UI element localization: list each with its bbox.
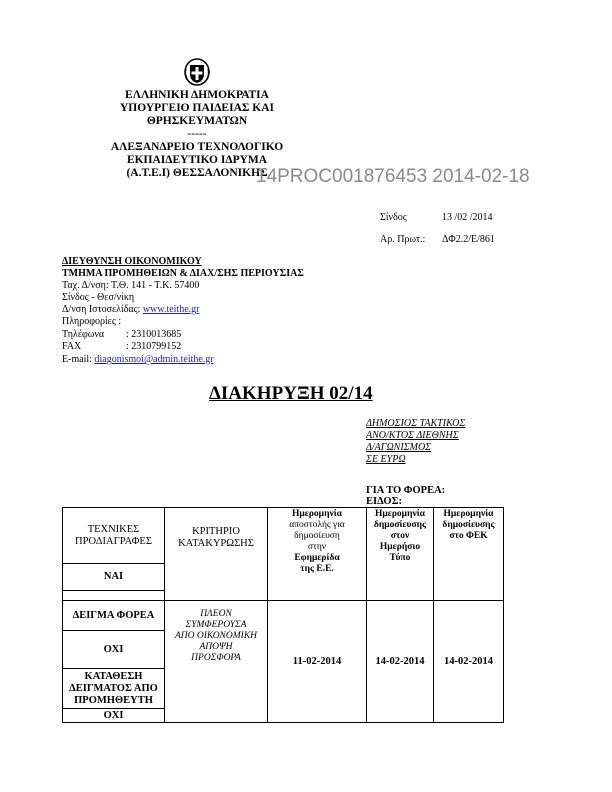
for-entity-line: ΕΙΔΟΣ: [366,496,402,507]
place-label: Σίνδος [380,212,407,223]
header-line: ΕΚΠΑΙΔΕΥΤΙΚΟ ΙΔΡΥΜΑ [126,154,268,166]
protocol-label: Αρ. Πρωτ.: [380,234,426,245]
header-ee-line: στην [307,542,327,552]
fax-value: : 2310799152 [126,341,182,352]
header-fek-line: στο ΦΕΚ [449,531,488,541]
sender-city: Σίνδος - Θεσ/νίκη [62,292,135,303]
criterion-value [165,601,268,723]
protocol-value: ΔΦ2.2/Ε/861 [442,234,495,245]
header-ee-line: Ημερομηνία [292,509,342,519]
info-label: Πληροφορίες : [62,316,122,327]
greek-coat-of-arms-icon [183,57,211,87]
header-ee-line: της Ε.Ε. [300,564,334,574]
header-fek-date [434,508,504,601]
ada-watermark: 14PROC001876453 2014-02-18 [256,166,530,187]
header-line: ΘΡΗΣΚΕΥΜΑΤΩΝ [146,115,248,127]
deposit-label-line: ΔΕΙΓΜΑΤΟΣ ΑΠΟ [69,682,158,694]
criterion-line: ΠΡΟΣΦΟΡΑ [191,653,241,663]
header-specs [63,508,165,564]
sender-website-row [62,304,199,316]
spacer-cell [63,591,165,601]
deposit-label-line: ΠΡΟΜΗΘΕΥΤΗ [74,694,153,706]
header-line: ΑΛΕΞΑΝΔΡΕΙΟ ΤΕΧΝΟΛΟΓΙΚΟ [110,141,284,153]
sender-dept: ΔΙΕΥΘΥΝΣΗ ΟΙΚΟΝΟΜΙΚΟΥ [62,256,202,267]
deposit-label-line: ΚΑΤΑΘΕΣΗ [84,670,143,682]
header-specs-line: ΠΡΟΔΙΑΓΡΑΦΕΣ [75,535,152,547]
header-criterion [165,508,268,601]
date-value: 13 /02 /2014 [442,212,493,223]
website-label: Δ/νση Ιστοσελίδας: [62,304,141,315]
tender-table [62,507,504,723]
header-ee-line: δημοσίευση [294,531,340,541]
date-ee: 11-02-2014 [268,601,367,723]
for-entity [366,485,445,507]
header-specs-line: ΤΕΧΝΙΚΕΣ [87,523,140,535]
header-separator: ----- [187,128,207,140]
specs-value: ΝΑΙ [63,564,165,591]
header-press-line: στον [390,531,410,541]
deposit-label [63,669,165,709]
fax-label: FAX [62,341,82,352]
header-ee-line: αποστολής για [289,520,345,530]
tender-type-line: ΔΗΜΟΣΙΟΣ ΤΑΚΤΙΚΟΣ [366,418,466,429]
criterion-line: ΠΛΕΟΝ [200,609,232,619]
header-criterion-line: ΚΑΤΑΚΥΡΩΣΗΣ [178,538,254,549]
sender-section: ΤΜΗΜΑ ΠΡΟΜΗΘΕΙΩΝ & ΔΙΑΧ/ΣΗΣ ΠΕΡΙΟΥΣΙΑΣ [62,268,304,279]
header-line: (Α.Τ.Ε.Ι) ΘΕΣΣΑΛΟΝΙΚΗΣ [126,167,268,179]
deposit-value: ΟΧΙ [63,709,165,723]
header-press-line: δημοσίευσης [373,520,427,530]
sample-value: ΟΧΙ [63,631,165,669]
criterion-line: ΑΠΟ ΟΙΚΟΝΟΜΙΚΗ [174,631,258,641]
header-ee-date [268,508,367,601]
email-label: E-mail: [62,354,92,365]
tender-type-line: ΣΕ ΕΥΡΩ [366,454,406,465]
header-press-date [367,508,434,601]
header-press-line: Ημερήσιο [379,542,421,552]
header-press-line: Ημερομηνία [375,509,425,519]
sample-label: ΔΕΙΓΜΑ ΦΟΡΕΑ [63,601,165,631]
email-link[interactable]: diagonismoi@admin.teithe.gr [94,354,214,365]
header-criterion-line: ΚΡΙΤΗΡΙΟ [192,526,240,537]
tender-type-line: ΑΝΟ/ΚΤΟΣ ΔΙΕΘΝΗΣ [366,430,459,441]
criterion-line: ΑΠΟΨΗ [199,642,233,652]
header-fek-line: δημοσίευσης [442,520,495,530]
phone-label: Τηλέφωνα [62,329,105,340]
tender-type [366,418,465,466]
email-row [62,354,214,366]
header-press-line: Τύπο [389,553,411,563]
sender-address: Ταχ. Δ/νση: Τ.Θ. 141 - Τ.Κ. 57400 [62,280,200,291]
tender-type-line: Δ/ΑΓΩΝΙΣΜΟΣ [366,442,432,453]
date-fek: 14-02-2014 [434,601,504,723]
header-line: ΕΛΛΗΝΙΚΗ ΔΗΜΟΚΡΑΤΙΑ [125,89,269,101]
date-press: 14-02-2014 [367,601,434,723]
criterion-line: ΣΥΜΦΕΡΟΥΣΑ [185,620,247,630]
header-fek-line: Ημερομηνία [443,509,494,519]
website-link[interactable]: www.teithe.gr [142,304,200,315]
for-entity-line: ΓΙΑ ΤΟ ΦΟΡΕΑ: [366,485,446,496]
phone-value: : 2310013685 [126,329,182,340]
header-ee-line: Εφημερίδα [294,553,340,563]
header-line: ΥΠΟΥΡΓΕΙΟ ΠΑΙΔΕΙΑΣ ΚΑΙ [119,102,274,114]
page-title: ΔΙΑΚΗΡΥΞΗ 02/14 [209,383,373,404]
